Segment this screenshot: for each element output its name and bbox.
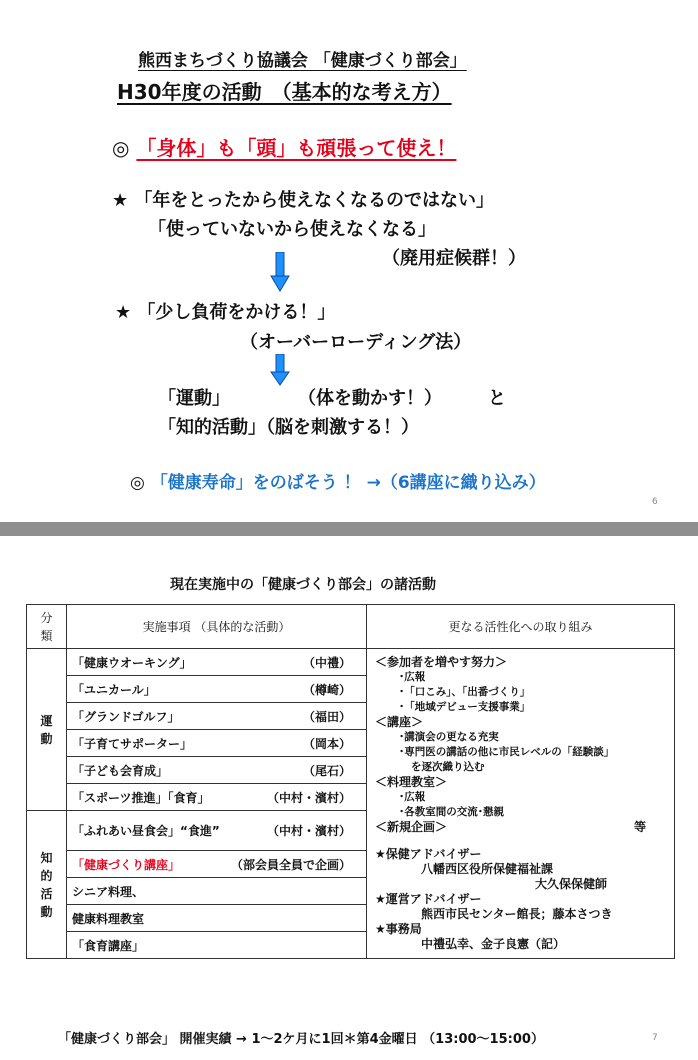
- activity-cell: 「スポーツ推進」「食育」 （中村・濱村）: [67, 784, 367, 811]
- and-label: と: [488, 388, 506, 409]
- activity-cell: 健康料理教室: [67, 905, 367, 932]
- quote-1-text: 「年をとったから使えなくなるのではない」: [134, 190, 495, 211]
- slide-basic-policy: [0, 0, 698, 522]
- activity-cell: 「子育てサポーター」 （岡本）: [67, 730, 367, 757]
- activity-cell: シニア料理、: [67, 878, 367, 905]
- slide-title: 現在実施中の「健康づくり部会」の諸活動: [170, 577, 436, 593]
- quote-3-text: 「少し負荷をかける！」: [137, 302, 336, 323]
- activity-cell: 「ふれあい昼食会」“食進” （中村・濱村）: [67, 811, 367, 851]
- activity-cell: 「健康づくり講座」 （部会員全員で企画）: [67, 851, 367, 878]
- activity-cell: 「ユニカール」 （樽崎）: [67, 676, 367, 703]
- down-arrow-icon: [270, 354, 290, 386]
- category-intellect: 知的活動: [27, 811, 67, 959]
- activity-cell: 「食育講座」: [67, 932, 367, 959]
- intellect-label: 「知的活動」（脳を刺激する！）: [158, 417, 419, 438]
- activity-cell: 「グランドゴルフ」 （福田）: [67, 703, 367, 730]
- star-icon: ★: [112, 190, 129, 211]
- table-header-row: [27, 605, 675, 649]
- slide-title: 熊西まちづくり協議会 「健康づくり部会」: [138, 51, 467, 71]
- down-arrow-icon: [270, 252, 290, 292]
- meeting-schedule: 「健康づくり部会」 開催実績 → 1～2ケ月に1回＊第4金曜日 （13:00～15:00）: [58, 1032, 544, 1047]
- slide-subtitle: H30年度の活動 （基本的な考え方）: [117, 80, 452, 104]
- header-activity: 実施事項 （具体的な活動）: [67, 605, 367, 649]
- quote-line-1: [112, 186, 494, 212]
- quote-line-2: 「使っていないから使えなくなる」: [148, 219, 436, 240]
- header-category: 分類: [27, 605, 67, 649]
- header-improvement: 更なる活性化への取り組み: [367, 605, 675, 649]
- activity-cell: 「健康ウオーキング」 （中禮）: [67, 649, 367, 676]
- exercise-label: 「運動」: [158, 388, 230, 409]
- improvement-cell: ＜参加者を増やす努力＞ ･広報 ･「口こみ」、「出番づくり」 ･「地域デビュー支援事業」 ＜講座＞ ･講演会の更なる充実 ･専門医の講話の他に市民レベルの「経験談」 を逐次織り込む ＜料理教室＞ ･広報 ･各教室間の交流･懇親 ＜新規企画＞ 等 ★保健アドバイザー 八幡西区役所保健福祉課 大久保保健師 ★運営アドバイザー 熊西市民センター館長；藤本さつき ★事務局 中禮弘幸、金子良憲（記）: [367, 649, 675, 959]
- activities-table: [26, 604, 675, 959]
- page-number: 6: [652, 497, 658, 507]
- quote-line-3: [115, 298, 335, 324]
- page-number: 7: [652, 1033, 658, 1043]
- double-circle-icon: ◎: [112, 136, 130, 160]
- overloading-method: （オーバーローディング法）: [240, 332, 472, 353]
- activity-cell: 「子ども会育成」 （尾石）: [67, 757, 367, 784]
- slide-divider: [0, 522, 698, 536]
- star-icon: ★: [115, 302, 132, 323]
- double-circle-icon: ◎: [130, 473, 145, 493]
- slide-activities: [0, 536, 698, 1060]
- exercise-note: （体を動かす！）: [298, 388, 442, 409]
- disuse-syndrome: （廃用症候群！）: [382, 248, 526, 269]
- category-exercise: 運動: [27, 649, 67, 811]
- goal-text: 「健康寿命」をのばそう ！ →（6講座に織り込み）: [150, 473, 546, 493]
- goal-line: [130, 468, 546, 493]
- table-row: [27, 649, 675, 676]
- motto: [112, 132, 456, 161]
- motto-text: 「身体」も「頭」も頑張って使え！: [136, 136, 457, 160]
- health-lecture-highlight: 「健康づくり講座」: [72, 857, 181, 872]
